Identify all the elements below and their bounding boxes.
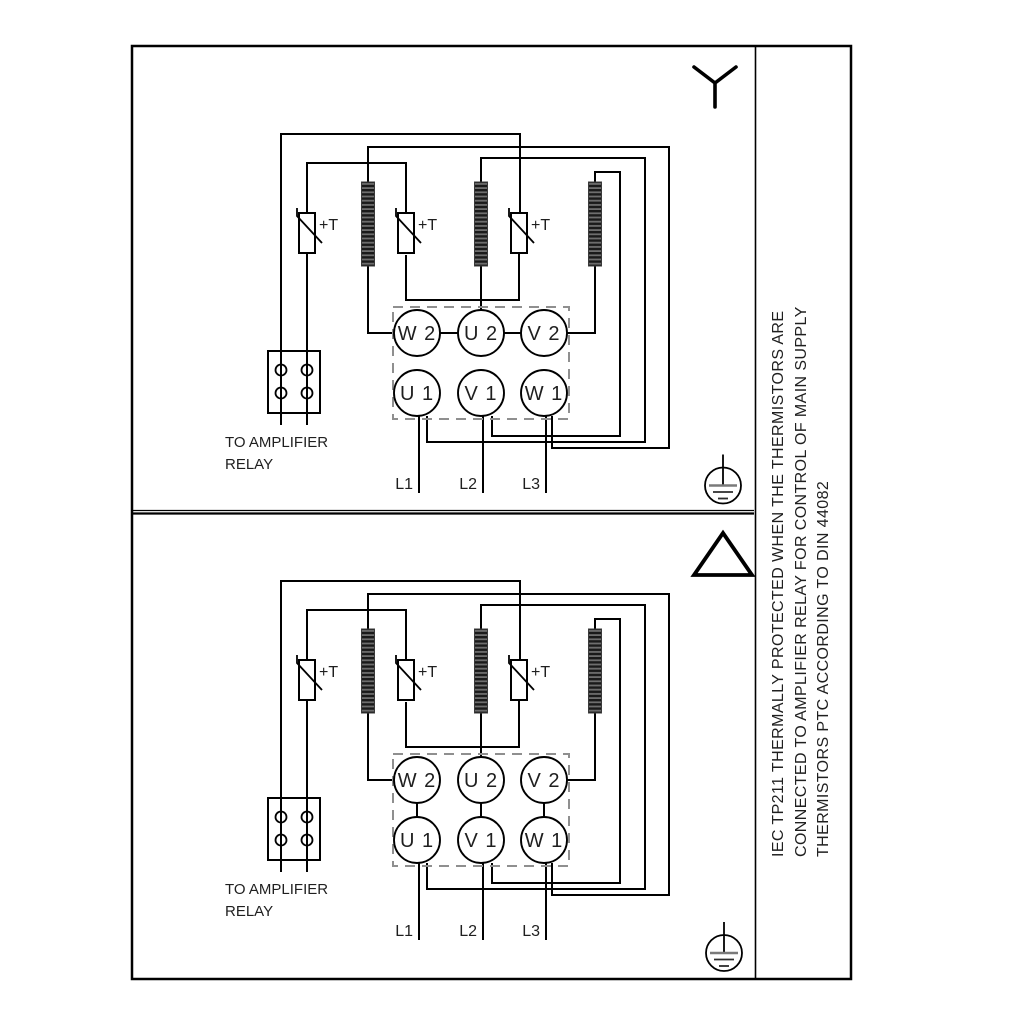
delta-panel-circuit bbox=[225, 581, 669, 940]
earth-symbol-top bbox=[705, 455, 741, 504]
side-note-line3: THERMISTORS PTC ACCORDING TO DIN 44082 bbox=[815, 480, 832, 857]
wye-star-icon bbox=[694, 67, 736, 107]
side-note bbox=[770, 306, 832, 857]
side-note-line2: CONNECTED TO AMPLIFIER RELAY FOR CONTROL OF MAIN SUPPLY bbox=[793, 306, 810, 857]
delta-triangle-icon bbox=[694, 533, 752, 575]
star-panel-circuit bbox=[225, 134, 669, 493]
delta-bridge-links bbox=[417, 803, 544, 817]
side-note-line1: IEC TP211 THERMALLY PROTECTED WHEN THE THERMISTORS ARE bbox=[770, 310, 787, 857]
earth-symbol-bottom bbox=[706, 922, 742, 971]
